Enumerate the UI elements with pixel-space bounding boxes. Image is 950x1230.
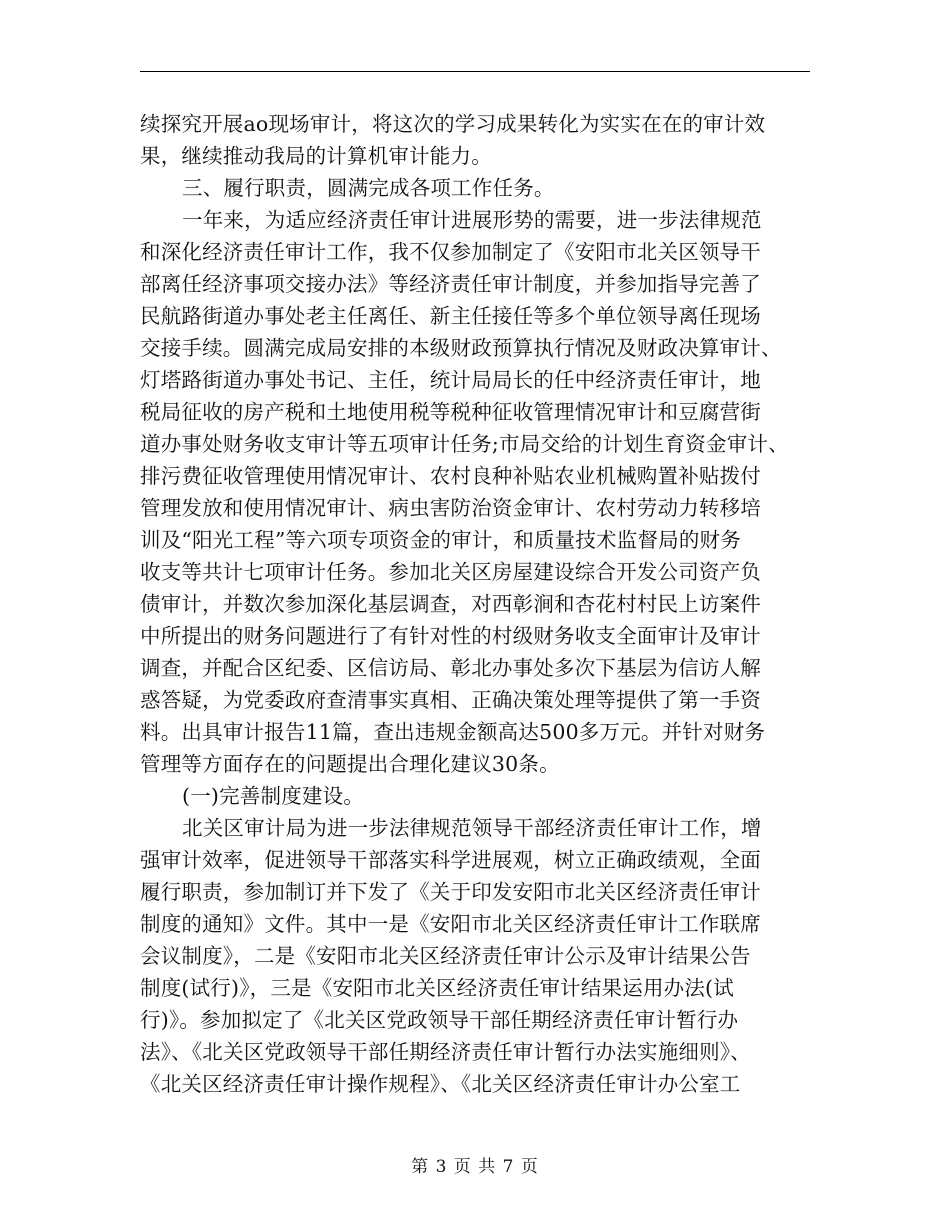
section-heading: 三、履行职责，圆满完成各项工作任务。 [182,176,555,200]
text-line: 和深化经济责任审计工作，我不仅参加制定了《安阳市北关区领导干 [140,240,761,264]
text-line: 制度的通知》文件。其中一是《安阳市北关区经济责任审计工作联席 [140,912,761,936]
text-line: 法》、《北关区党政领导干部任期经济责任审计暂行办法实施细则》、 [140,1040,751,1064]
text-line: 中所提出的财务问题进行了有针对性的村级财务收支全面审计及审计 [140,624,761,648]
current-page-number: 3 [435,1157,448,1177]
text-line: 债审计，并数次参加深化基层调查，对西彰涧和杏花村村民上访案件 [140,592,761,616]
text-line: 履行职责，参加制订并下发了《关于印发安阳市北关区经济责任审计 [140,880,761,904]
text-line: 部离任经济事项交接办法》等经济责任审计制度，并参加指导完善了 [140,272,761,296]
text-line: 北关区审计局为进一步法律规范领导干部经济责任审计工作，增 [182,816,762,840]
footer-label-prefix: 第 [411,1157,430,1177]
text-line: 排污费征收管理使用情况审计、农村良种补贴农业机械购置补贴拨付 [140,464,761,488]
text-line: 《北关区经济责任审计操作规程》、《北关区经济责任审计办公室工 [140,1072,741,1096]
text-line: 道办事处财务收支审计等五项审计任务;市局交给的计划生育资金审计、 [140,432,789,456]
footer-label-suffix: 页 [520,1157,539,1177]
text-line: 会议制度》，二是《安阳市北关区经济责任审计公示及审计结果公告 [140,944,751,968]
page-footer [0,1152,950,1177]
text-line: 灯塔路街道办事处书记、主任，统计局局长的任中经济责任审计，地 [140,368,761,392]
text-line: 管理等方面存在的问题提出合理化建议30条。 [140,752,560,776]
text-line: 行)》。参加拟定了《北关区党政领导干部任期经济责任审计暂行办 [140,1008,739,1032]
total-pages-number: 7 [502,1157,515,1177]
text-line: 强审计效率，促进领导干部落实科学进展观，树立正确政绩观，全面 [140,848,761,872]
text-line: 民航路街道办事处老主任离任、新主任接任等多个单位领导离任现场 [140,304,761,328]
subsection-heading: (一)完善制度建设。 [182,784,364,808]
text-line: 税局征收的房产税和土地使用税等税种征收管理情况审计和豆腐营街 [140,400,761,424]
text-line: 收支等共计七项审计任务。参加北关区房屋建设综合开发公司资产负 [140,560,761,584]
footer-label-total: 共 [478,1157,497,1177]
document-body [140,108,860,1100]
text-line: 管理发放和使用情况审计、病虫害防治资金审计、农村劳动力转移培 [140,496,761,520]
text-line: 制度(试行)》，三是《安阳市北关区经济责任审计结果运用办法(试 [140,976,734,1000]
text-line: 调查，并配合区纪委、区信访局、彰北办事处多次下基层为信访人解 [140,656,761,680]
header-rule [140,71,810,72]
text-line: 料。出具审计报告11篇，查出违规金额高达500多万元。并针对财务 [140,720,766,744]
text-line: 交接手续。圆满完成局安排的本级财政预算执行情况及财政决算审计、 [140,336,782,360]
text-line: 果，继续推动我局的计算机审计能力。 [140,144,492,168]
text-line: 续探究开展ao现场审计，将这次的学习成果转化为实实在在的审计效 [140,112,766,136]
footer-label-page: 页 [453,1157,472,1177]
text-line: 惑答疑，为党委政府查清事实真相、正确决策处理等提供了第一手资 [140,688,761,712]
text-line: 一年来，为适应经济责任审计进展形势的需要，进一步法律规范 [182,208,762,232]
text-line: 训及“阳光工程”等六项专项资金的审计，和质量技术监督局的财务 [140,528,741,552]
